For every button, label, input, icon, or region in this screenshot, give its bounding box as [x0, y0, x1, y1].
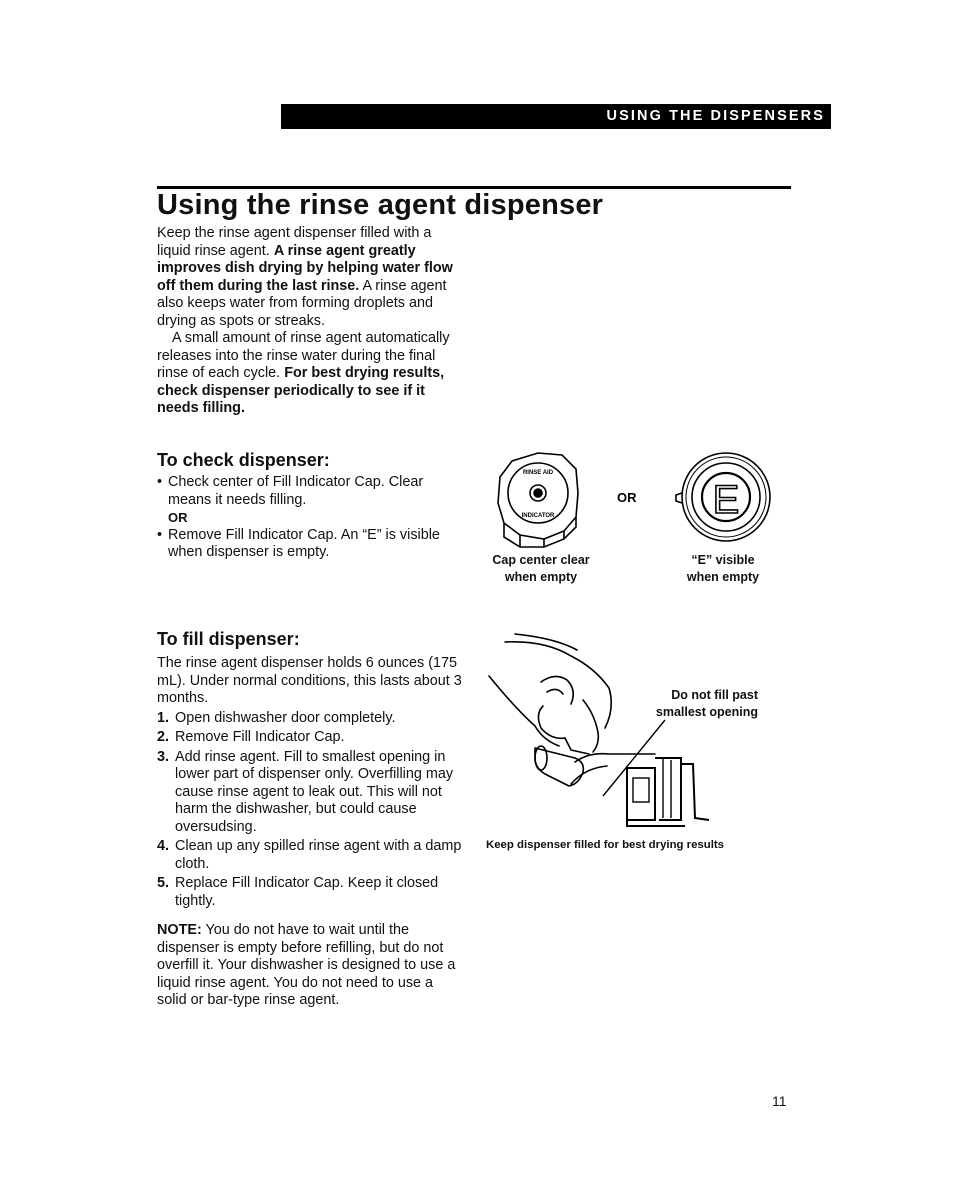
dispenser-icon — [627, 758, 709, 826]
fill-indicator-cap-figure — [490, 447, 780, 557]
callout-text: Do not fill past smallest opening — [655, 688, 758, 719]
fill-intro: The rinse agent dispenser holds 6 ounces (175 mL). Under normal conditions, this lasts about 3 months. — [157, 655, 462, 706]
check-or: OR — [168, 510, 188, 525]
intro-section — [157, 225, 462, 418]
cap-text-top: RINSE AID — [522, 470, 554, 476]
cap-text-bottom: INDICATOR — [521, 513, 555, 519]
fill-heading: To fill dispenser: — [157, 629, 300, 649]
figure-or-label: OR — [617, 490, 637, 505]
section-banner: USING THE DISPENSERS — [281, 104, 831, 129]
bullet-icon: • — [157, 474, 163, 490]
fill-step: 5. Replace Fill Indicator Cap. Keep it closed tightly. — [157, 875, 439, 909]
check-bullet-2: • Remove Fill Indicator Cap. An “E” is visible when dispenser is empty. — [157, 526, 440, 560]
intro-paragraph-1: Keep the rinse agent dispenser filled with a liquid rinse agent. A rinse agent greatly improves dish drying by helping water flow off them during the last rinse. A rinse agent also keeps water from forming droplets and drying as spots or streaks. — [157, 225, 453, 329]
check-bullet-1: • Check center of Fill Indicator Cap. Clear means it needs filling. — [157, 474, 424, 508]
fill-step: 1. Open dishwasher door completely. — [157, 709, 396, 726]
note-paragraph: NOTE: You do not have to wait until the dispenser is empty before refilling, but do not overfill it. Your dishwasher is designed to use a liquid rinse agent. You do not need to use a solid or bar-type rinse agent. — [157, 922, 456, 1008]
filling-illustration — [485, 628, 725, 833]
caption-cap-clear: Cap center clear when empty — [492, 553, 590, 584]
page-number: 11 — [772, 1093, 787, 1109]
cap-e-visible-icon — [676, 453, 770, 541]
bullet-icon: • — [157, 526, 163, 543]
fill-step: 3. Add rinse agent. Fill to smallest opening in lower part of dispenser only. Overfilling may cause rinse agent to leak out. This will not harm the dishwasher, but could cause oversudsing. — [157, 748, 454, 835]
figure-caption-fill: Keep dispenser filled for best drying results — [486, 839, 724, 851]
e-letter: E — [712, 478, 740, 522]
cap-clear-icon — [498, 453, 578, 547]
check-section — [157, 474, 465, 562]
page-title: Using the rinse agent dispenser — [157, 189, 604, 221]
intro-paragraph-2: A small amount of rinse agent automatically releases into the rinse water during the final rinse of each cycle. For best drying results, check dispenser periodically to see if it needs filling. — [157, 330, 450, 416]
fill-step: 4. Clean up any spilled rinse agent with a damp cloth. — [157, 838, 462, 872]
caption-e-visible: “E” visible when empty — [686, 553, 760, 584]
fill-section — [157, 655, 462, 1010]
check-heading: To check dispenser: — [157, 450, 330, 470]
fill-step: 2. Remove Fill Indicator Cap. — [157, 729, 345, 745]
